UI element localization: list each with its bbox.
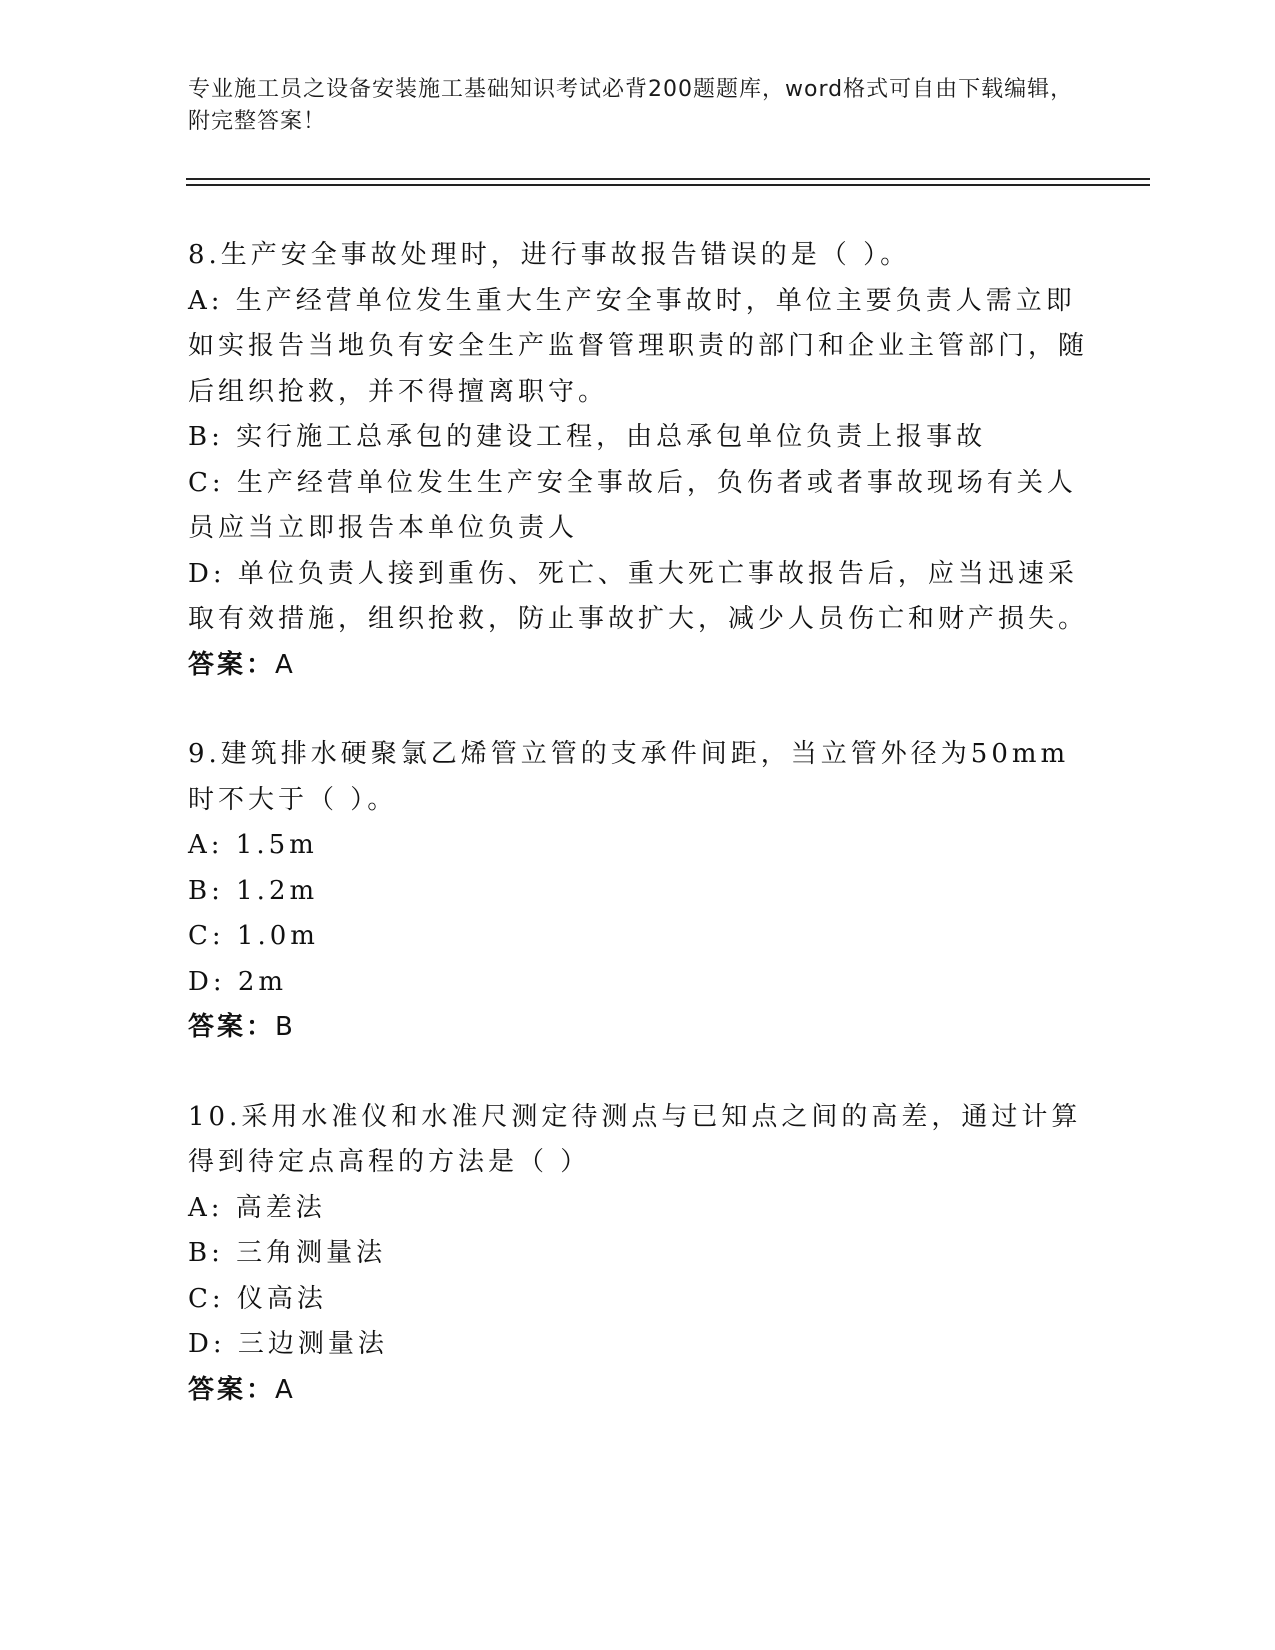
header-rule-top (186, 178, 1150, 180)
option-c: C: 生产经营单位发生生产安全事故后，负伤者或者事故现场有关人员应当立即报告本单位负责人 (188, 467, 1077, 543)
option-a: A: 1.5m (188, 830, 318, 860)
option-d: D: 单位负责人接到重伤、死亡、重大死亡事故报告后，应当迅速采取有效措施，组织抢救，防止事故扩大，减少人员伤亡和财产损失。 (188, 558, 1089, 634)
answer-label: 答案： (188, 649, 276, 680)
option-b: B: 三角测量法 (188, 1238, 387, 1268)
question-list (188, 233, 1088, 1457)
question-stem: 8.生产安全事故处理时，进行事故报告错误的是（ ）。 (188, 240, 911, 270)
answer-line (188, 643, 1088, 689)
question-stem: 9.建筑排水硬聚氯乙烯管立管的支承件间距，当立管外径为50mm时不大于（ ）。 (188, 739, 1070, 815)
question-stem: 10.采用水准仪和水准尺测定待测点与已知点之间的高差，通过计算得到待定点高程的方法是（ ） (188, 1101, 1082, 1177)
answer-value: B (275, 1012, 295, 1042)
option-c: C: 仪高法 (188, 1283, 327, 1314)
answer-line (188, 1005, 1088, 1051)
option-c: C: 1.0m (188, 921, 319, 951)
option-a: A: 高差法 (188, 1192, 326, 1223)
option-d: D: 三边测量法 (188, 1329, 388, 1359)
option-a: A: 生产经营单位发生重大生产安全事故时，单位主要负责人需立即如实报告当地负有安全生产监督管理职责的部门和企业主管部门，随后组织抢救，并不得擅离职守。 (188, 285, 1089, 407)
header-rule-bottom (186, 184, 1150, 186)
option-b: B: 1.2m (188, 875, 319, 906)
answer-label: 答案： (188, 1012, 276, 1042)
answer-label: 答案： (188, 1374, 276, 1405)
answer-line (188, 1368, 1088, 1414)
question-9 (188, 732, 1088, 1051)
document-header: 专业施工员之设备安装施工基础知识考试必背200题题库，word格式可自由下载编辑，附完整答案！ (188, 77, 1074, 134)
answer-value: A (275, 649, 295, 680)
option-b: B: 实行施工总承包的建设工程，由总承包单位负责上报事故 (188, 422, 987, 452)
answer-value: A (275, 1374, 295, 1405)
question-10 (188, 1095, 1088, 1414)
option-d: D: 2m (188, 966, 288, 997)
question-8 (188, 233, 1088, 688)
